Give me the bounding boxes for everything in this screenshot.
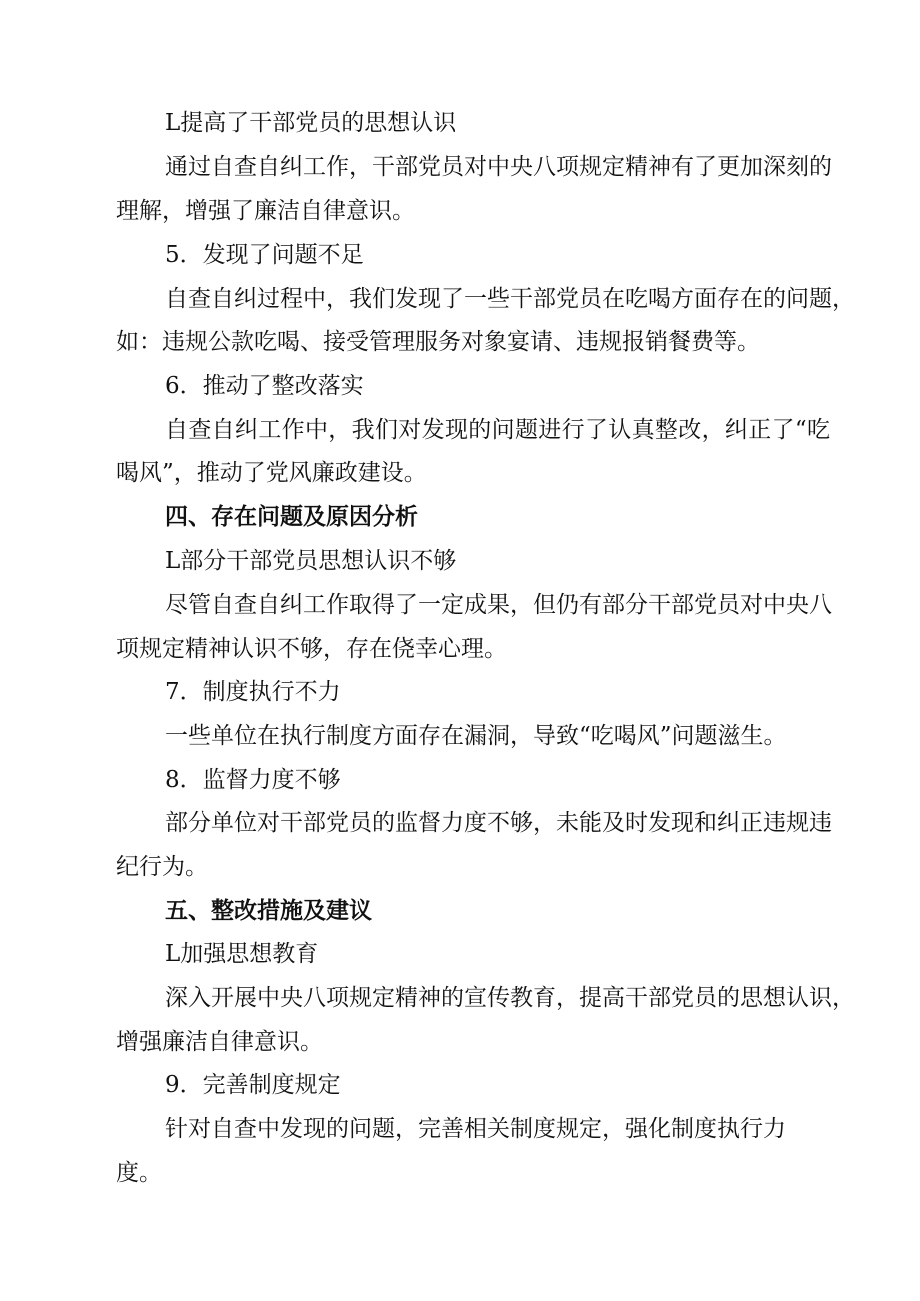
paragraph-line: 增强廉洁自律意识。	[116, 1029, 323, 1055]
paragraph-line: 一些单位在执行制度方面存在漏洞，导致“吃喝风”问题滋生。	[165, 723, 787, 749]
item-heading: 7．制度执行不力	[165, 679, 341, 705]
paragraph-line: 尽管自查自纠工作取得了一定成果，但仍有部分干部党员对中央八	[165, 592, 832, 618]
paragraph-line: 自查自纠工作中，我们对发现的问题进行了认真整改，纠正了“吃	[165, 417, 830, 443]
section-heading: 四、存在问题及原因分析	[165, 504, 418, 530]
item-heading: L加强思想教育	[165, 941, 319, 967]
item-heading: 8．监督力度不够	[165, 767, 341, 793]
paragraph-line: 理解，增强了廉洁自律意识。	[116, 198, 415, 224]
item-heading: 9．完善制度规定	[165, 1072, 341, 1098]
item-heading: L提高了干部党员的思想认识	[165, 110, 457, 136]
paragraph-line: 针对自查中发现的问题，完善相关制度规定，强化制度执行力	[165, 1116, 786, 1142]
paragraph-line: 项规定精神认识不够，存在侥幸心理。	[116, 636, 507, 662]
paragraph-line: 喝风”，推动了党风廉政建设。	[116, 460, 427, 486]
paragraph-line: 深入开展中央八项规定精神的宣传教育，提高干部党员的思想认识，	[165, 985, 855, 1011]
item-heading: 5．发现了问题不足	[165, 242, 364, 268]
item-heading: 6．推动了整改落实	[165, 373, 364, 399]
item-heading: L部分干部党员思想认识不够	[165, 548, 457, 574]
paragraph-line: 度。	[116, 1160, 162, 1186]
paragraph-line: 通过自查自纠工作，干部党员对中央八项规定精神有了更加深刻的	[165, 154, 832, 180]
paragraph-line: 如：违规公款吃喝、接受管理服务对象宴请、违规报销餐费等。	[116, 329, 760, 355]
section-heading: 五、整改措施及建议	[165, 898, 372, 924]
paragraph-line: 部分单位对干部党员的监督力度不够，未能及时发现和纠正违规违	[165, 810, 832, 836]
paragraph-line: 纪行为。	[116, 854, 208, 880]
paragraph-line: 自查自纠过程中，我们发现了一些干部党员在吃喝方面存在的问题，	[165, 286, 855, 312]
